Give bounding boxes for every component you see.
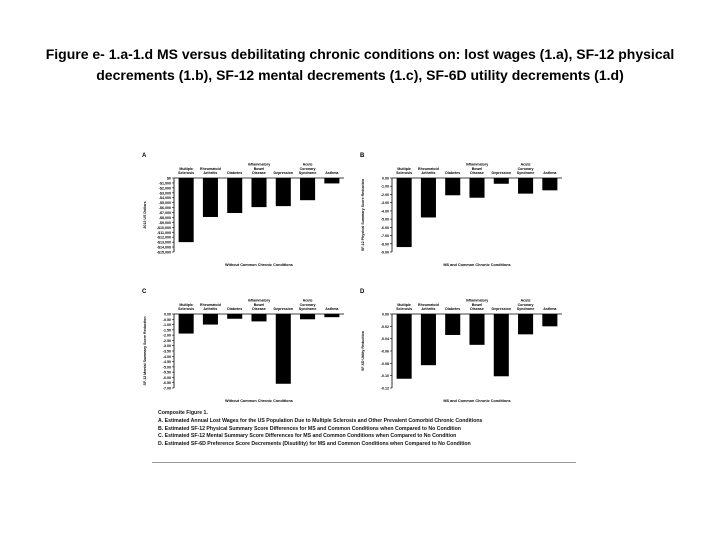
bar xyxy=(421,314,436,365)
category-label-line: Acute xyxy=(302,298,313,303)
y-tick-label: -$10,000 xyxy=(156,225,171,230)
category-label xyxy=(178,167,194,175)
category-label-line: Inflammatory xyxy=(247,298,271,303)
category-label-line: Sclerosis xyxy=(396,307,413,311)
x-axis-title: Without Common Chronic Conditions xyxy=(225,263,293,267)
bar xyxy=(542,314,557,326)
category-label-line: Depression xyxy=(273,307,294,311)
y-tick-label: -$1,000 xyxy=(158,181,171,186)
category-label-line: Depression xyxy=(273,171,294,175)
category-label-line: Inflammatory xyxy=(465,298,489,303)
chart-sf12-mental xyxy=(140,284,350,410)
category-label-line: Multiple xyxy=(397,302,411,307)
category-label xyxy=(273,171,293,175)
bar xyxy=(494,178,509,184)
category-label-line: Coronary xyxy=(299,302,316,307)
category-label xyxy=(178,303,194,311)
bar xyxy=(542,178,557,190)
category-label xyxy=(248,163,271,175)
y-tick-label: -4.00 xyxy=(162,354,171,359)
category-label xyxy=(200,303,221,311)
category-label-line: Inflammatory xyxy=(465,162,489,167)
chart-sf6d-utility xyxy=(358,284,568,410)
category-label-line: Acute xyxy=(520,162,531,167)
category-label-line: Multiple xyxy=(397,166,411,171)
y-tick-label: -8.00 xyxy=(380,242,389,247)
category-label xyxy=(491,307,511,311)
bar xyxy=(227,314,242,319)
y-tick-label: -2.00 xyxy=(380,192,389,197)
category-label xyxy=(396,303,412,311)
x-axis-title: MS and Common Chronic Conditions xyxy=(443,263,511,267)
category-label-line: Syndrome xyxy=(516,171,535,175)
y-axis-title: SF-6D Utility Reduction xyxy=(361,331,365,371)
y-tick-label: -$12,000 xyxy=(156,235,171,240)
bar xyxy=(469,314,484,345)
category-label-line: Multiple xyxy=(179,166,193,171)
panel-c xyxy=(140,284,350,410)
y-tick-label: -9.00 xyxy=(380,250,389,255)
category-label-line: Rheumatoid xyxy=(200,302,221,307)
bar xyxy=(227,178,242,213)
category-label-line: Coronary xyxy=(299,166,316,171)
category-label-line: Arthritis xyxy=(421,307,436,311)
category-label-line: Arthritis xyxy=(421,171,436,175)
y-tick-label: -6.00 xyxy=(162,375,171,380)
category-label-line: Asthma xyxy=(543,307,557,311)
category-label xyxy=(543,307,557,311)
panel-letter: C xyxy=(142,289,147,295)
category-label-line: Rheumatoid xyxy=(200,166,221,171)
y-axis-title: 2013 US Dollars xyxy=(143,201,147,229)
category-label-line: Disease xyxy=(252,307,266,311)
y-tick-label: -0.50 xyxy=(162,317,171,322)
y-tick-label: -0.10 xyxy=(380,374,389,379)
bar xyxy=(445,178,460,195)
category-label-line: Sclerosis xyxy=(178,171,195,175)
y-tick-label: -$11,000 xyxy=(157,230,171,235)
chart-lost-wages xyxy=(140,148,350,274)
y-tick-label: -$2,000 xyxy=(158,186,171,191)
category-label xyxy=(325,171,339,175)
category-label-line: Coronary xyxy=(517,166,534,171)
bar xyxy=(397,314,412,379)
y-tick-label: -7.00 xyxy=(162,386,171,391)
y-tick-label: -6.00 xyxy=(380,225,389,230)
x-axis-title: Without Common Chronic Conditions xyxy=(225,399,293,403)
y-tick-label: -3.50 xyxy=(162,349,171,354)
bar xyxy=(203,178,218,217)
chart-sf12-physical xyxy=(358,148,568,274)
category-label-line: Disease xyxy=(470,171,484,175)
y-tick-label: -1.50 xyxy=(162,328,171,333)
bar xyxy=(518,178,533,194)
category-label-line: Rheumatoid xyxy=(418,302,439,307)
category-label-line: Asthma xyxy=(543,171,557,175)
bar xyxy=(300,178,315,200)
y-tick-label: -2.00 xyxy=(162,333,171,338)
figure-caption xyxy=(158,410,578,449)
category-label xyxy=(466,163,489,175)
category-label xyxy=(517,299,535,311)
category-label-line: Depression xyxy=(491,171,512,175)
category-label xyxy=(418,303,439,311)
bar xyxy=(469,178,484,198)
caption-line: A. Estimated Annual Lost Wages for the US Population Due to Multiple Sclerosis and Other Prevalent Comorbid Chronic Conditions xyxy=(158,417,483,424)
category-label-line: Disease xyxy=(470,307,484,311)
y-tick-label: -1.00 xyxy=(162,323,171,328)
y-tick-label: -0.06 xyxy=(380,349,389,354)
category-label xyxy=(418,167,439,175)
y-tick-label: -$6,000 xyxy=(158,206,171,211)
y-tick-label: 0.00 xyxy=(382,176,389,181)
y-tick-label: -5.50 xyxy=(162,370,171,375)
bar xyxy=(518,314,533,334)
bar xyxy=(251,178,266,207)
category-label-line: Arthritis xyxy=(203,171,218,175)
y-tick-label: -$15,000 xyxy=(156,250,171,255)
category-label-line: Bowel xyxy=(471,302,483,307)
bar xyxy=(251,314,266,321)
y-tick-label: -4.00 xyxy=(380,209,389,214)
y-tick-label: -3.00 xyxy=(162,344,171,349)
category-label-line: Multiple xyxy=(179,302,193,307)
x-axis-title: MS and Common Chronic Conditions xyxy=(443,399,511,403)
y-tick-label: $0 xyxy=(167,176,171,181)
panel-letter: A xyxy=(142,153,147,159)
category-label-line: Acute xyxy=(520,298,531,303)
caption-line: B. Estimated SF-12 Physical Summary Score Differences for MS and Common Conditions when Compared to No Condition xyxy=(158,425,461,432)
category-label-line: Sclerosis xyxy=(178,307,195,311)
category-label-line: Coronary xyxy=(517,302,534,307)
category-label-line: Diabetes xyxy=(227,171,243,175)
category-label-line: Diabetes xyxy=(445,307,461,311)
caption-divider xyxy=(152,462,576,463)
y-axis-title: SF-12 Mental Summary Score Reduction xyxy=(143,316,147,386)
category-label xyxy=(466,299,489,311)
y-axis-title: SF-12 Physical Summary Score Reduction xyxy=(361,178,365,252)
category-label-line: Syndrome xyxy=(298,171,317,175)
category-label xyxy=(200,167,221,175)
category-label-line: Bowel xyxy=(253,302,265,307)
category-label-line: Bowel xyxy=(471,166,483,171)
y-tick-label: -$5,000 xyxy=(158,201,171,206)
bar xyxy=(179,314,194,334)
y-tick-label: -0.08 xyxy=(380,361,389,366)
bar xyxy=(324,314,339,317)
category-label xyxy=(491,171,511,175)
bar xyxy=(494,314,509,376)
y-tick-label: -1.00 xyxy=(380,184,389,189)
category-label-line: Acute xyxy=(302,162,313,167)
y-tick-label: -$13,000 xyxy=(156,240,171,245)
panel-a xyxy=(140,148,350,274)
category-label xyxy=(543,171,557,175)
category-label-line: Diabetes xyxy=(227,307,243,311)
y-tick-label: -3.00 xyxy=(380,201,389,206)
slide-title: Figure e- 1.a-1.d MS versus debilitating chronic conditions on: lost wages (1.a), SF-12 physical decrements (1.b), SF-12 mental decrements (1.c), SF-6D utility decrements (1.d) xyxy=(45,46,675,83)
y-tick-label: -$4,000 xyxy=(158,196,171,201)
y-tick-label: -4.50 xyxy=(162,360,171,365)
bar xyxy=(300,314,315,319)
bar xyxy=(276,314,291,384)
y-tick-label: -2.50 xyxy=(162,338,171,343)
y-tick-label: -$14,000 xyxy=(156,245,171,250)
category-label-line: Diabetes xyxy=(445,171,461,175)
y-tick-label: 0.00 xyxy=(382,312,389,317)
caption-line: C. Estimated SF-12 Mental Summary Score Differences for MS and Common Conditions when Compared to No Condition xyxy=(158,433,457,440)
category-label-line: Rheumatoid xyxy=(418,166,439,171)
category-label xyxy=(248,299,271,311)
bar xyxy=(324,178,339,183)
category-label-line: Disease xyxy=(252,171,266,175)
category-label xyxy=(299,299,317,311)
bar xyxy=(179,178,194,242)
panel-letter: B xyxy=(360,153,365,159)
bar xyxy=(445,314,460,335)
category-label xyxy=(227,171,242,175)
caption-heading: Composite Figure 1. xyxy=(158,410,208,416)
bar xyxy=(421,178,436,217)
category-label xyxy=(396,167,412,175)
category-label-line: Asthma xyxy=(325,307,339,311)
bar xyxy=(397,178,412,247)
category-label-line: Inflammatory xyxy=(247,162,271,167)
y-tick-label: -$8,000 xyxy=(158,215,171,220)
caption-line: D. Estimated SF-6D Preference Score Decrements (Disutility) for MS and Common Conditions when Compared to No Condition xyxy=(158,441,471,448)
y-tick-label: -5.00 xyxy=(162,365,171,370)
category-label xyxy=(299,163,317,175)
category-label-line: Syndrome xyxy=(516,307,535,311)
bar xyxy=(276,178,291,206)
category-label-line: Arthritis xyxy=(203,307,218,311)
y-tick-label: -$3,000 xyxy=(158,191,171,196)
y-tick-label: -7.00 xyxy=(380,234,389,239)
category-label xyxy=(227,307,242,311)
category-label xyxy=(445,171,460,175)
category-label-line: Asthma xyxy=(325,171,339,175)
category-label-line: Syndrome xyxy=(298,307,317,311)
y-tick-label: -0.12 xyxy=(380,386,389,391)
category-label-line: Bowel xyxy=(253,166,265,171)
category-label xyxy=(517,163,535,175)
y-tick-label: -0.04 xyxy=(380,337,389,342)
y-tick-label: -$9,000 xyxy=(158,220,171,225)
category-label xyxy=(325,307,339,311)
y-tick-label: -6.50 xyxy=(162,381,171,386)
category-label-line: Depression xyxy=(491,307,512,311)
category-label xyxy=(273,307,293,311)
y-tick-label: -5.00 xyxy=(380,217,389,222)
panel-letter: D xyxy=(360,289,365,295)
y-tick-label: 0.00 xyxy=(164,312,171,317)
panel-b xyxy=(358,148,568,274)
y-tick-label: -0.02 xyxy=(380,324,389,329)
y-tick-label: -$7,000 xyxy=(158,211,171,216)
category-label-line: Sclerosis xyxy=(396,171,413,175)
bar xyxy=(203,314,218,325)
panel-d xyxy=(358,284,568,410)
category-label xyxy=(445,307,460,311)
